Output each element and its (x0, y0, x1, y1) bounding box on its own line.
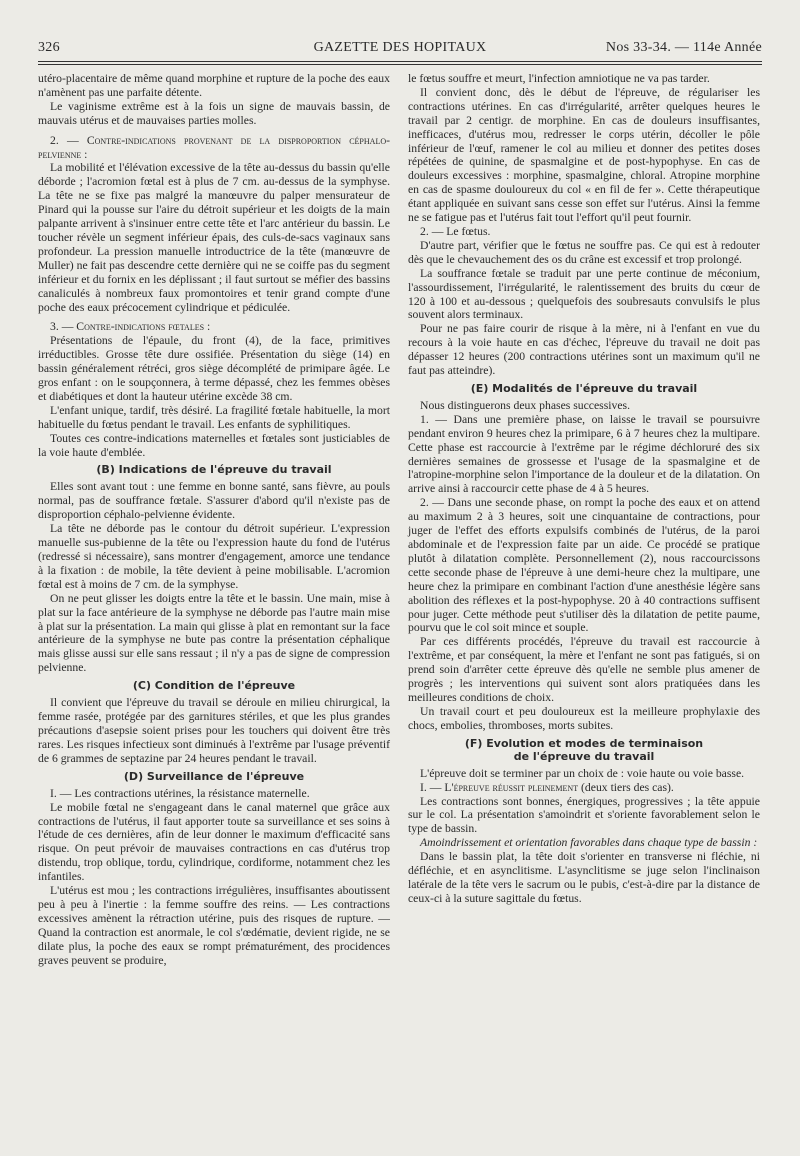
subsection-heading-c: (C) Condition de l'épreuve (132, 679, 296, 693)
paragraph: Les contractions sont bonnes, énergiques, progressives ; la tête appuie sur le col. La présentation s'amoindrit et s'oriente favorablement selon le type de bassin. (408, 794, 760, 836)
subsection-heading-d: (D) Surveillance de l'épreuve (123, 769, 305, 783)
header-rule (38, 61, 762, 62)
journal-title: GAZETTE DES HOPITAUX (313, 40, 487, 55)
item-rest: (deux tiers des cas). (578, 780, 674, 794)
paragraph: La souffrance fœtale se traduit par une perte continue de méconium, l'assourdissement, l'irrégularité, le ralentissement des bruits du cœur de 120 à 100 et au-dessous ; quelquefois des soubresauts convulsifs le plus souvent alors terminaux. (408, 266, 760, 322)
paragraph: Dans le bassin plat, la tête doit s'orienter en transverse ni fléchie, ni défléchie, et en asynclitisme. L'asynclitisme se juge selon l'inclinaison latérale de la tête vers le sacrum ou le pubis, c'est-à-dire par la distance de ceux-ci à la suture sagittale du fœtus. (408, 850, 760, 905)
paragraph: 2. — Le fœtus. (420, 224, 491, 238)
italic-subheading: Amoindrissement et orientation favorables dans chaque type de bassin : (420, 836, 758, 850)
running-header (38, 40, 762, 62)
paragraph: Pour ne pas faire courir de risque à la mère, ni à l'enfant en vue du recours à la voie haute en cas d'échec, l'épreuve du travail ne doit pas dépasser 12 heures (200 contractions utérines sont un maximum qu'il ne faut pas atteindre). (408, 322, 760, 378)
header-rule-thin (38, 64, 762, 65)
paragraph: Présentations de l'épaule, du front (4), de la face, primitives irréductibles. Grosse tête dure ossifiée. Présentation du siège (14) en bassin généralement rétréci, gros siège décomplété de primipare âgée. Le gros enfant : on le soupçonnera, à terme dépassé, chez les femmes obèses et diabétiques et dont la hauteur utérine excède 38 cm. (38, 334, 390, 403)
item-lead: I. — L'épreuve réussit pleinement (420, 780, 579, 794)
paragraph: Un travail court et peu douloureux est la meilleure prophylaxie des chocs, embolies, thromboses, morts subites. (408, 704, 760, 732)
paragraph: 1. — Dans une première phase, on laisse le travail se poursuivre pendant environ 9 heures chez la primipare, 6 à 7 heures chez la multipare. Cette phase est raccourcie à l'extrême par le régime déchloruré des six dernières semaines de grossesse et l'usage de la spasmalgine et de l'atropine-morphine selon l'importance de la douleur et de la dilatation. On arrive ainsi à raccourcir cette phase de 4 à 5 heures. (408, 412, 760, 496)
paragraph: utéro-placentaire de même quand morphine et rupture de la poche des eaux n'amènent pas une parfaite détente. (38, 72, 390, 99)
paragraph: La tête ne déborde pas le contour du détroit supérieur. L'expression manuelle sus-pubienne de la tête ou l'expression haute du fond de l'utérus (redressé si nécessaire), sans montrer d'engagement, amorce une tendance à la fixation : de mobile, la tête devient à peine mobilisable. L'acromion fœtal est à moins de 7 cm. de la symphyse. (38, 522, 390, 591)
paragraph: 2. — Dans une seconde phase, on rompt la poche des eaux et on attend au maximum 2 à 3 heures, soit une cinquantaine de contractions, pour juger de l'effet des efforts expulsifs combinés de l'utérus, de la paroi abdominale et de l'expression faite par un aide. Ce procédé se pratique plutôt à dilatation complète. Personnellement (2), nous raccourcissons cette seconde phase de l'épreuve à une demi-heure chez la multipare, une heure chez la primipare en combinant l'action d'une anesthésie légère sans abolition des réflexes et la post-hypophyse. 20 à 40 contractions suffisent pour juger. Cette méthode peut s'utiliser dès la dilatation de petite paume, pourvu que le col soit mince et souple. (408, 496, 760, 635)
section-heading: 3. — Contre-indications fœtales : (50, 320, 211, 334)
subsection-heading-f-line2: de l'épreuve du travail (513, 749, 655, 763)
paragraph: Nous distinguerons deux phases successives. (420, 398, 631, 412)
paragraph: I. — Les contractions utérines, la résistance maternelle. (50, 786, 310, 800)
section-heading: 2. — Contre-indications provenant de la disproportion céphalo-pelvienne : (38, 133, 390, 161)
paragraph: D'autre part, vérifier que le fœtus ne souffre pas. Ce qui est à redouter dès que le chevauchement des os du crâne est excessif et trop prolongé. (408, 238, 760, 266)
subsection-heading-f: (F) Evolution et modes de terminaison (464, 736, 704, 750)
subsection-heading-b: (B) Indications de l'épreuve du travail (96, 463, 332, 477)
paragraph: L'utérus est mou ; les contractions irrégulières, insuffisantes aboutissent peu à peu à l'inertie : la femme souffre des reins. — Les contractions excessives amènent la rétraction utérine, puis des risques de rupture. — Quand la contraction est anormale, le col s'œdématie, devient rigide, ne se dilate plus, la poche des eaux se rompt prématurément, des procidences graves peuvent se produire, (38, 884, 390, 967)
left-column (38, 72, 390, 967)
paragraph: L'épreuve doit se terminer par un choix de : voie haute ou voie basse. (420, 766, 745, 780)
subsection-heading-e: (E) Modalités de l'épreuve du travail (470, 381, 698, 395)
paragraph (408, 781, 760, 795)
paragraph: Il convient que l'épreuve du travail se déroule en milieu chirurgical, la femme rasée, protégée par des garnitures stériles, et que les plus grandes précautions d'asepsie soient prises pour les touchers qui doivent être très rares. Les risques infectieux sont diminués à l'extrême par l'usage préventif de 6 grammes de septazine par 24 heures pendant le travail. (38, 696, 390, 765)
paragraph: L'enfant unique, tardif, très désiré. La fragilité fœtale habituelle, la mort habituelle du fœtus pendant le travail. Les enfants de syphilitiques. (38, 403, 390, 431)
paragraph: La mobilité et l'élévation excessive de la tête au-dessus du bassin qu'elle déborde ; l'acromion fœtal est à plus de 7 cm. au-dessus de la symphyse. La tête ne se fixe pas malgré la manœuvre du palper mensurateur de Pinard qui la pousse sur l'aire du détroit supérieur et les doigts de la main palpante arrivent à s'insinuer entre cette tête et l'arc antérieur du bassin. Le toucher révèle un segment inférieur épais, des culs-de-sacs vaginaux sans profondeur. La pression manuelle introductrice de la tête (manœuvre de Muller) ne fait pas descendre cette dernière qui ne se coiffe pas du segment inférieur et du fornix en les déplissant ; il faut surtout se méfier des bassins canaliculés à nombreux faux promontoires et tenir grand compte d'une poche des eaux précocement cylindrique et pédiculée. (38, 161, 390, 314)
paragraph: Toutes ces contre-indications maternelles et fœtales sont justiciables de la voie haute d'emblée. (38, 431, 390, 459)
paragraph: On ne peut glisser les doigts entre la tête et le bassin. Une main, mise à plat sur la face antérieure de la symphyse ne déborde pas l'autre main mise à plat sur la présentation. La main qui glisse à plat en remontant sur la face antérieure de la symphyse ne bute pas contre la présentation céphalique mais glisse aussi sur elle sans ressaut ; il n'y a pas de signe de compression pelvienne. (38, 591, 390, 675)
page-number: 326 (38, 40, 60, 55)
paragraph: Il convient donc, dès le début de l'épreuve, de régulariser les contractions utérines. En cas d'irrégularité, arrêter quelques heures le travail par 2 centigr. de morphine. En cas de douleurs insuffisantes, inefficaces, d'utérus mou, redresser le corps utérin, décoller le pôle inférieur de l'œuf, ramener le col au milieu et donner des petites doses répétées de quinine, de spasmalgine et de post-hypophyse. En cas de douleurs excessives : morphine, spasmalgine, chloral. Atropine morphine en cas de spasme douloureux du col « en fil de fer ». Cette thérapeutique étant appliquée en suivant sans cesse son effet sur l'utérus. Ainsi la femme ne se fatigue pas et l'utérus fait tout l'effort qu'il peut fournir. (408, 85, 760, 225)
right-column (408, 72, 760, 906)
issue-number: Nos 33-34. — 114e Année (605, 40, 762, 55)
paragraph: le fœtus souffre et meurt, l'infection amniotique ne va pas tarder. (408, 72, 710, 85)
paragraph: Elles sont avant tout : une femme en bonne santé, sans fièvre, au pouls normal, pas de souffrance fœtale. S'assurer d'abord qu'il n'existe pas de disproportion céphalo-pelvienne évidente. (38, 480, 390, 522)
paragraph: Par ces différents procédés, l'épreuve du travail est raccourcie à l'extrême, et par conséquent, la mère et l'enfant ne sont pas fatigués, si on prend soin d'arrêter cette épreuve dès qu'elle ne semble plus amener de progrès ; les interventions qui suivent sont alors pratiquées dans les meilleures conditions de choix. (408, 635, 760, 704)
paragraph: Le mobile fœtal ne s'engageant dans le canal maternel que grâce aux contractions de l'utérus, il faut apporter toute sa surveillance et ses soins à l'étude de ces dernières, afin de leur donner le maximum d'efficacité sans risque. On peut prévoir de mauvaises contractions en cas d'utérus trop distendu, trop oblique, tordu, cylindrique, cordiforme, notamment chez les infantiles. (38, 800, 390, 884)
paragraph: Le vaginisme extrême est à la fois un signe de mauvais bassin, de mauvais utérus et de mauvaises parties molles. (38, 99, 390, 127)
